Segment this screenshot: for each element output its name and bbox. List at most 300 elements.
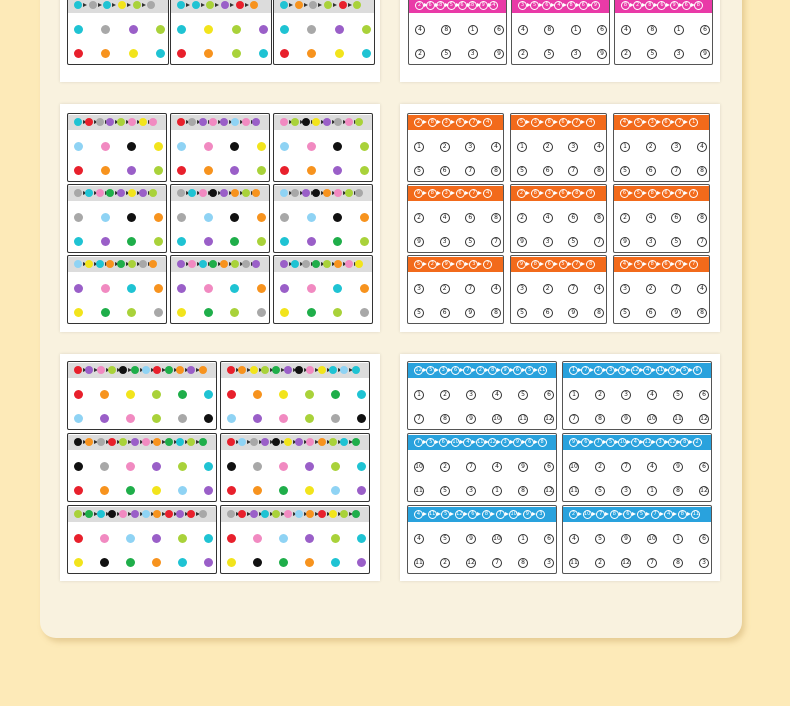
color-dot: [177, 142, 186, 151]
number-circle: 1: [414, 390, 424, 400]
arrow-icon: [526, 120, 530, 124]
puzzle-card: [614, 0, 713, 65]
sequence-dot: [302, 260, 310, 268]
sequence-dot: [280, 260, 288, 268]
color-dot: [100, 558, 109, 567]
color-dot: [259, 49, 268, 58]
sequence-number: 8: [567, 1, 576, 10]
number-circle: 3: [620, 284, 630, 294]
number-circle: 3: [621, 486, 631, 496]
arrow-icon: [684, 191, 688, 195]
number-circle: 1: [414, 142, 424, 152]
puzzle-card: [170, 0, 272, 65]
arrow-icon: [112, 3, 116, 7]
sequence-dot: [128, 189, 136, 197]
number-circle: 5: [414, 166, 424, 176]
sequence-number: 2: [633, 1, 642, 10]
arrow-icon: [464, 512, 468, 516]
sequence-number: 2: [569, 510, 578, 519]
number-circle: 5: [544, 49, 554, 59]
color-dot: [305, 558, 314, 567]
sequence-number: 5: [426, 366, 435, 375]
sequence-dot: [323, 189, 331, 197]
color-dot: [307, 213, 316, 222]
puzzle-card: [67, 184, 167, 253]
number-circle: 3: [466, 390, 476, 400]
sequence-number: 4: [620, 260, 629, 269]
color-dot: [360, 166, 369, 175]
number-circle: 3: [568, 142, 578, 152]
sequence-number: 8: [482, 510, 491, 519]
arrow-icon: [437, 191, 441, 195]
color-dot: [357, 534, 366, 543]
sequence-dot: [280, 118, 288, 126]
color-dot: [204, 462, 213, 471]
sequence-number: 8: [586, 260, 595, 269]
sequence-dot: [139, 260, 147, 268]
sequence-number: 5: [426, 438, 435, 447]
number-circle: 6: [544, 390, 554, 400]
arrow-icon: [671, 262, 675, 266]
color-dot: [126, 558, 135, 567]
number-circle: 3: [674, 49, 684, 59]
sequence-number: 8: [531, 189, 540, 198]
number-circle: 1: [620, 142, 630, 152]
color-dot: [362, 25, 371, 34]
arrow-icon: [451, 262, 455, 266]
color-dot: [230, 142, 239, 151]
number-circle: 8: [595, 414, 605, 424]
color-dot: [204, 414, 213, 423]
arrow-icon: [540, 191, 544, 195]
sequence-dot: [177, 260, 185, 268]
sequence-number: 5: [414, 260, 423, 269]
sequence-number: 10: [619, 439, 627, 445]
number-circle: 5: [517, 308, 527, 318]
sequence-number: 7: [675, 118, 684, 127]
number-circle: 2: [440, 462, 450, 472]
game-sheet-4: [400, 104, 720, 332]
sequence-number: 7: [572, 260, 581, 269]
sequence-number: 8: [436, 1, 445, 10]
color-dot: [307, 284, 316, 293]
sequence-dot: [318, 510, 326, 518]
sequence-dot: [295, 1, 303, 9]
sequence-number: 6: [545, 260, 554, 269]
puzzle-card: [67, 433, 217, 502]
sequence-number: 4: [483, 189, 492, 198]
color-dot: [253, 462, 262, 471]
number-circle: 3: [468, 49, 478, 59]
number-circle: 9: [568, 308, 578, 318]
sequence-dot: [142, 510, 150, 518]
arrow-icon: [554, 262, 558, 266]
color-dot: [152, 534, 161, 543]
sequence-dot: [261, 366, 269, 374]
color-dot: [279, 414, 288, 423]
color-dot: [230, 166, 239, 175]
color-dot: [156, 25, 165, 34]
sequence-dot: [139, 118, 147, 126]
puzzle-card: [170, 113, 270, 182]
sequence-number: 3: [501, 438, 510, 447]
sequence-dot: [242, 118, 250, 126]
sequence-dot: [177, 118, 185, 126]
number-circle: 3: [544, 558, 554, 568]
arrow-icon: [333, 3, 337, 7]
sequence-number: 3: [442, 189, 451, 198]
sequence-dot: [177, 1, 185, 9]
color-dot: [101, 142, 110, 151]
number-circle: 9: [517, 237, 527, 247]
sequence-dot: [231, 260, 239, 268]
number-circle: 1: [569, 390, 579, 400]
sequence-number: 6: [451, 366, 460, 375]
arrow-icon: [526, 191, 530, 195]
number-circle: 9: [466, 414, 476, 424]
puzzle-card: [613, 184, 710, 253]
color-dot: [279, 486, 288, 495]
arrow-icon: [554, 191, 558, 195]
number-circle: 5: [441, 49, 451, 59]
color-dot: [204, 25, 213, 34]
number-circle: 9: [494, 49, 504, 59]
color-dot: [257, 142, 266, 151]
color-dot: [74, 390, 83, 399]
sequence-dot: [74, 118, 82, 126]
number-circle: 4: [440, 213, 450, 223]
number-circle: 3: [466, 486, 476, 496]
sequence-dot: [291, 260, 299, 268]
color-dot: [360, 213, 369, 222]
sequence-number: 4: [643, 366, 652, 375]
puzzle-card: [407, 505, 557, 574]
color-dot: [204, 142, 213, 151]
color-dot: [280, 284, 289, 293]
color-dot: [101, 213, 110, 222]
arrow-icon: [465, 191, 469, 195]
color-dot: [126, 414, 135, 423]
sequence-number: 5: [517, 118, 526, 127]
number-circle: 6: [544, 534, 554, 544]
arrow-icon: [245, 3, 249, 7]
sequence-dot: [220, 118, 228, 126]
arrow-icon: [673, 512, 677, 516]
color-dot: [307, 166, 316, 175]
color-dot: [307, 49, 316, 58]
sequence-number: 6: [439, 438, 448, 447]
sequence-dot: [85, 260, 93, 268]
number-circle: 3: [671, 142, 681, 152]
sequence-number: 8: [645, 1, 654, 10]
sequence-dot: [199, 189, 207, 197]
sequence-number: 7: [469, 118, 478, 127]
number-circle: 3: [571, 49, 581, 59]
number-circle: 2: [517, 213, 527, 223]
sequence-number: 3: [606, 366, 615, 375]
color-dot: [178, 558, 187, 567]
color-dot: [232, 25, 241, 34]
number-circle: 4: [491, 284, 501, 294]
color-dot: [331, 558, 340, 567]
color-dot: [74, 534, 83, 543]
sequence-dot: [74, 510, 82, 518]
color-dot: [204, 284, 213, 293]
puzzle-card: [407, 184, 504, 253]
color-dot: [230, 213, 239, 222]
puzzle-card: [273, 113, 373, 182]
sequence-number: 4: [483, 118, 492, 127]
sequence-dot: [352, 510, 360, 518]
game-sheet-5: [60, 354, 380, 581]
arrow-icon: [592, 512, 596, 516]
color-dot: [259, 25, 268, 34]
sequence-number: 12: [489, 439, 496, 445]
number-circle: 9: [597, 49, 607, 59]
sequence-number: 6: [458, 1, 467, 10]
number-circle: 7: [414, 414, 424, 424]
sequence-dot: [284, 366, 292, 374]
color-dot: [253, 390, 262, 399]
sequence-number: 6: [559, 118, 568, 127]
color-dot: [154, 213, 163, 222]
color-dot: [152, 558, 161, 567]
number-circle: 6: [543, 166, 553, 176]
puzzle-card: [273, 184, 373, 253]
sequence-dot: [318, 366, 326, 374]
sequence-number: 5: [530, 1, 539, 10]
arrow-icon: [581, 120, 585, 124]
sequence-number: 10: [583, 511, 591, 517]
color-dot: [335, 25, 344, 34]
number-circle: 8: [594, 308, 604, 318]
number-circle: 4: [647, 462, 657, 472]
color-dot: [74, 213, 83, 222]
sequence-number: 3: [442, 118, 451, 127]
number-circle: 2: [620, 213, 630, 223]
sequence-dot: [97, 366, 105, 374]
sequence-dot: [85, 118, 93, 126]
sequence-dot: [131, 438, 139, 446]
color-dot: [333, 284, 342, 293]
sequence-number: 9: [414, 189, 423, 198]
puzzle-card: [510, 113, 607, 182]
color-dot: [178, 462, 187, 471]
sequence-number: 5: [634, 189, 643, 198]
color-dot: [177, 25, 186, 34]
sequence-dot: [323, 260, 331, 268]
number-circle: 7: [465, 284, 475, 294]
sequence-number: 9: [513, 438, 522, 447]
number-circle: 1: [517, 142, 527, 152]
color-dot: [74, 486, 83, 495]
puzzle-card: [510, 184, 607, 253]
number-circle: 7: [621, 462, 631, 472]
sequence-number: 6: [662, 189, 671, 198]
color-dot: [307, 25, 316, 34]
color-dot: [280, 166, 289, 175]
number-circle: 8: [544, 25, 554, 35]
sequence-dot: [236, 1, 244, 9]
sequence-dot: [199, 366, 207, 374]
arrow-icon: [643, 120, 647, 124]
number-circle: 4: [492, 390, 502, 400]
sequence-number: 10: [510, 511, 517, 517]
sequence-number: 7: [414, 438, 423, 447]
number-circle: 4: [697, 142, 707, 152]
sequence-number: 8: [572, 189, 581, 198]
number-circle: 9: [673, 462, 683, 472]
color-dot: [127, 213, 136, 222]
color-dot: [305, 462, 314, 471]
color-dot: [331, 462, 340, 471]
color-dot: [305, 534, 314, 543]
sequence-number: 6: [579, 1, 588, 10]
color-dot: [360, 284, 369, 293]
sequence-dot: [131, 366, 139, 374]
color-dot: [129, 49, 138, 58]
color-dot: [204, 558, 213, 567]
sequence-number: 9: [586, 189, 595, 198]
sequence-number: 10: [452, 439, 459, 445]
arrow-icon: [643, 262, 647, 266]
sequence-number: 4: [631, 438, 640, 447]
arrow-icon: [540, 262, 544, 266]
number-circle: 2: [440, 390, 450, 400]
color-dot: [74, 49, 83, 58]
sequence-dot: [108, 510, 116, 518]
color-dot: [74, 558, 83, 567]
color-dot: [204, 486, 213, 495]
color-dot: [178, 414, 187, 423]
sequence-dot: [291, 189, 299, 197]
color-dot: [101, 166, 110, 175]
sequence-number: 7: [651, 510, 660, 519]
arrow-icon: [450, 512, 454, 516]
sequence-dot: [295, 366, 303, 374]
arrow-icon: [465, 120, 469, 124]
number-circle: 5: [671, 237, 681, 247]
number-circle: 7: [671, 284, 681, 294]
sequence-number: 11: [644, 439, 651, 445]
puzzle-card: [67, 255, 167, 324]
puzzle-card: [511, 0, 610, 65]
puzzle-card: [220, 505, 370, 574]
arrow-icon: [540, 120, 544, 124]
number-circle: 5: [465, 237, 475, 247]
arrow-icon: [423, 120, 427, 124]
number-circle: 7: [466, 462, 476, 472]
number-circle: 6: [646, 166, 656, 176]
number-circle: 1: [674, 25, 684, 35]
color-dot: [204, 534, 213, 543]
sequence-number: 11: [428, 511, 436, 517]
arrow-icon: [201, 3, 205, 7]
sequence-dot: [261, 510, 269, 518]
number-circle: 12: [545, 487, 553, 495]
sequence-number: 5: [525, 366, 534, 375]
sequence-dot: [176, 510, 184, 518]
number-circle: 7: [671, 166, 681, 176]
sequence-dot: [284, 438, 292, 446]
sequence-dot: [295, 510, 303, 518]
sequence-dot: [89, 1, 97, 9]
color-dot: [177, 213, 186, 222]
sequence-number: 11: [538, 367, 546, 373]
number-circle: 4: [492, 462, 502, 472]
arrow-icon: [465, 262, 469, 266]
color-dot: [333, 237, 342, 246]
sequence-number: 3: [656, 438, 665, 447]
sequence-dot: [352, 438, 360, 446]
arrow-icon: [505, 512, 509, 516]
arrow-icon: [477, 512, 481, 516]
number-circle: 4: [518, 25, 528, 35]
sequence-number: 4: [489, 1, 498, 10]
color-dot: [307, 142, 316, 151]
color-dot: [335, 49, 344, 58]
color-dot: [280, 25, 289, 34]
number-circle: 10: [415, 463, 423, 471]
sequence-number: 5: [637, 510, 646, 519]
sequence-number: 5: [634, 260, 643, 269]
sequence-dot: [227, 438, 235, 446]
number-circle: 10: [493, 415, 501, 423]
color-dot: [362, 49, 371, 58]
sequence-number: 7: [596, 510, 605, 519]
number-circle: 1: [571, 25, 581, 35]
game-sheet-3: [60, 104, 380, 332]
number-circle: 7: [568, 284, 578, 294]
sequence-dot: [199, 118, 207, 126]
number-circle: 8: [518, 486, 528, 496]
sequence-dot: [97, 510, 105, 518]
sequence-dot: [352, 366, 360, 374]
sequence-number: 3: [531, 118, 540, 127]
sequence-number: 11: [477, 439, 484, 445]
arrow-icon: [660, 512, 664, 516]
number-circle: 6: [544, 462, 554, 472]
sequence-number: 6: [620, 189, 629, 198]
number-circle: 9: [518, 462, 528, 472]
sequence-number: 2: [414, 118, 423, 127]
number-circle: 5: [568, 237, 578, 247]
sequence-number: 8: [488, 366, 497, 375]
sequence-dot: [250, 366, 258, 374]
sequence-dot: [345, 118, 353, 126]
sequence-number: 3: [648, 118, 657, 127]
sequence-number: 9: [479, 1, 488, 10]
number-circle: 6: [440, 308, 450, 318]
arrow-icon: [451, 120, 455, 124]
number-circle: 12: [700, 487, 708, 495]
sequence-dot: [318, 438, 326, 446]
sequence-number: 3: [518, 1, 527, 10]
sequence-dot: [192, 1, 200, 9]
number-circle: 8: [518, 558, 528, 568]
sequence-dot: [242, 189, 250, 197]
number-circle: 6: [465, 213, 475, 223]
number-circle: 5: [440, 486, 450, 496]
number-circle: 6: [671, 213, 681, 223]
number-circle: 9: [621, 414, 631, 424]
number-circle: 8: [697, 213, 707, 223]
color-dot: [279, 534, 288, 543]
number-circle: 8: [673, 558, 683, 568]
color-dot: [307, 308, 316, 317]
sequence-dot: [329, 366, 337, 374]
color-dot: [100, 390, 109, 399]
